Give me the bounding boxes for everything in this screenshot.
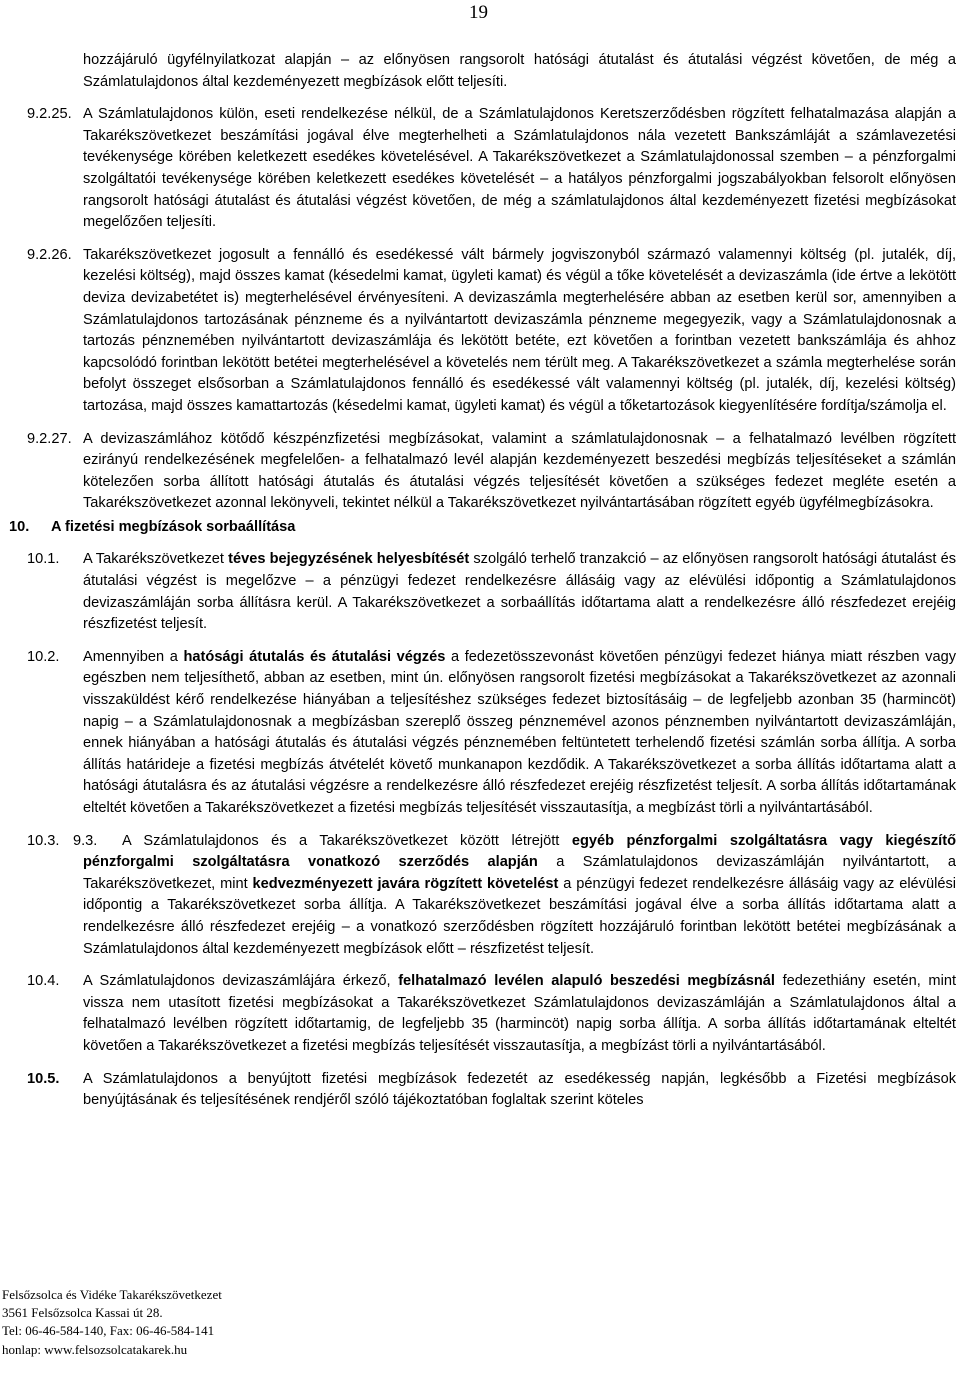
- paragraph-9-2-27: [0, 429, 960, 515]
- paragraph-text: A Számlatulajdonos és a Takarékszövetkezet között létrejött: [122, 832, 572, 849]
- paragraph-text: fedezethiány esetén, mint vissza nem utasított fizetési megbízásokat a Takarékszövetkezet Számlatulajdonos devizaszámláján a Számlatulajdonos által a felhatalmazó levélben rögzített időtartamig, de legfeljebb 35 (harmincöt) napig sorba állítja. A sorba állítás időtartamának elteltét követően a Takarékszövetkezet a fizetési megbízás teljesítését visszautasítja, a megbízást törli a nyilvántartásából.: [83, 973, 957, 1054]
- document-body: [0, 50, 960, 1112]
- section-heading: [0, 517, 960, 539]
- paragraph-10-3: [0, 831, 960, 961]
- paragraph-10-2: [0, 647, 960, 820]
- footer-address: 3561 Felsőzsolca Kassai út 28.: [2, 1305, 163, 1321]
- paragraph-number: 9.2.25.: [27, 106, 72, 123]
- emphasis-text: kedvezményezett javára rögzített követelést: [252, 875, 559, 892]
- page-footer: [2, 1286, 222, 1359]
- paragraph-10-1: [0, 549, 960, 635]
- emphasis-text: egyéb pénzforgalmi szolgáltatásra vagy kiegészítő pénzforgalmi szolgáltatásra vonatkozó szerződés alapján: [83, 832, 956, 871]
- paragraph-number: 9.2.27.: [27, 430, 72, 447]
- paragraph-number: 10.1.: [27, 551, 60, 568]
- paragraph-9-2-26: [0, 245, 960, 418]
- footer-phone: Tel: 06-46-584-140, Fax: 06-46-584-141: [2, 1323, 215, 1339]
- paragraph-text: szolgáló terhelő tranzakció – az előnyösen rangsorolt hatósági átutalást és átutalási végzést is megelőzve – a pénzügyi fedezet rendelkezésre állásáig vagy az elévülési időpontig a Számlatulajdonos devizaszámláján sorba állításra kerül. A Takarékszövetkezet a sorbaállítás időtartama alatt a rendelkezésre álló részfedezet erejéig részfizetést teljesít.: [83, 551, 956, 633]
- paragraph-number: 10.3.: [27, 832, 60, 849]
- page-number: 19: [469, 2, 488, 23]
- inner-number: 9.3.: [73, 832, 98, 849]
- emphasis-text: felhatalmazó levélen alapuló beszedési megbízásnál: [398, 973, 775, 990]
- paragraph-number: 9.2.26.: [27, 246, 72, 263]
- footer-website: honlap: www.felsozsolcatakarek.hu: [2, 1341, 188, 1357]
- paragraph-text: Takarékszövetkezet jogosult a fennálló és esedékessé vált bármely jogviszonyból származó valamennyi költség (pl. jutalék, díj, kezelési költség), majd összes kamat (késedelmi kamat, ügyleti kamat) és végül a tőke követelését a devizaszámla (ide értve a lekötött deviza devizabetétet is) megterhelésével érvényesíteni. A devizaszámla megterhelésére abban az esetben kerül sor, amennyiben a Számlatulajdonos tartozásának pénzneme és a nyilvántartott devizaszámla pénzneme megegyezik, vagy a Számlatulajdonosnak a tartozás pénznemében nyilvántartott devizaszámlája és lekötött betéte, ezt követően a forintban vezetett bankszámlája és ahhoz kapcsolódó forintban lekötött betétei megterhelésével a követelés nem térült meg. A Takarékszövetkezet a számla megterhelése során befolyt összeget elsősorban a Számlatulajdonos fennálló és esedékessé vált valamennyi költség (pl. jutalék, díj, kezelési költség) tartozása, majd összes kamattartozás (késedelmi kamat, ügyleti kamat) és végül a tőketartozások kiegyenlítésére fordítja/számolja el.: [83, 246, 956, 414]
- paragraph-text: a pénzügyi fedezet rendelkezésre állásáig vagy az elévülési időpontig a Takarékszövetkezet sorba állítja. A Takarékszövetkezet beszámítási jogával élve a sorba állítás időtartama alatt a rendelkezésre álló részfedezet erejéig – a vonatkozó szerződésben rögzített hozzájáruló forintban lekötött betétei megbízásának a Számlatulajdonos által kezdeményezett megbízások előtt – részfizetést teljesít.: [83, 875, 956, 957]
- paragraph-number: 10.4.: [27, 973, 60, 990]
- section-number: 10.: [9, 518, 30, 535]
- footer-company: Felsőzsolca és Vidéke Takarékszövetkezet: [2, 1287, 222, 1302]
- paragraph-text: a Számlatulajdonos devizaszámláján nyilvántartott, a Takarékszövetkezet, mint: [83, 854, 956, 892]
- paragraph-number: 10.2.: [27, 648, 60, 665]
- paragraph-text: A devizaszámlához kötődő készpénzfizetési megbízásokat, valamint a számlatulajdonosnak – a felhatalmazó levélben rögzített ezirányú rendelkezésének megfelelően- a felhatalmazó levél alapján kezdeményezett beszedési megbízás teljesítéseket a számlán kötelezően sorba állított hatósági átutalás és átutalási végzés teljesítését követően a szükséges fedezet megléte esetén a Takarékszövetkezet azonnal lekönyveli, tekintet nélkül a Takarékszövetkezet nyilvántartásában rögzített egyéb ügyfélmegbízásokra.: [83, 430, 956, 512]
- emphasis-text: téves bejegyzésének helyesbítését: [228, 551, 470, 568]
- section-title: A fizetési megbízások sorbaállítása: [51, 518, 296, 535]
- paragraph-text: Amennyiben a: [83, 648, 184, 665]
- paragraph-text: a fedezetösszevonást követően pénzügyi fedezet hiánya miatt részben vagy egészben nem teljesíthető, abban az esetben, mint ún. előnyösen rangsorolt fizetési megbízásokat a Takarékszövetkezet az azonnali visszaküldést kérő rendelkezése hiányában a teljesítéshez szükséges fedezet biztosításáig – de legfeljebb azonban 35 (harmincöt) napig – a Számlatulajdonosnak a megbízásban szereplő összeg pénznemével azonos pénznemben nyilvántartott devizaszámláján, ennek hiányában a hatósági átutalás és átutalási végzés pénznemében feltüntetett terhelendő fizetési számlán sorba állítja. A sorba állítás határideje a fizetési megbízás átvételét követő munkanapon kezdődik. A Takarékszövetkezet a sorba állítás időtartama alatt a hatósági átutalásra és az átutalási végzésre a rendelkezésre álló részfedezet erejéig részfizetést teljesít. A sorba állítás időtartamának elteltét követően a Takarékszövetkezet a fizetési megbízás teljesítését visszautasítja, a megbízást törli a nyilvántartásából.: [83, 648, 957, 816]
- paragraph-text: A Takarékszövetkezet: [83, 551, 229, 568]
- paragraph-text: A Számlatulajdonos devizaszámlájára érkező,: [83, 973, 399, 990]
- paragraph-number: 10.5.: [27, 1070, 60, 1087]
- paragraph-text: A Számlatulajdonos külön, eseti rendelkezése nélkül, de a Számlatulajdonos Keretszerződésben rögzített felhatalmazása alapján a Takarékszövetkezet beszámítási jogával élve megterhelheti a Számlatulajdonos nála vezetett Bankszámláját a számlavezetési tevékenysége körében keletkezett esedékes követelésével. A Takarékszövetkezet a Számlatulajdonossal szemben – a pénzforgalmi szolgáltatói tevékenysége körében keletkezett esedékes követelését – a hatályos pénzforgalmi jogszabályokban felsorolt előnyösen rangsorolt hatósági átutalást és átutalási végzést követően, de még a számlatulajdonos által kezdeményezett fizetési megbízásokat megelőzően teljesíti.: [83, 106, 956, 231]
- paragraph-10-4: [0, 971, 960, 1057]
- paragraph-10-5: [0, 1069, 960, 1112]
- paragraph-intro: [0, 50, 960, 93]
- paragraph-text: A Számlatulajdonos a benyújtott fizetési megbízások fedezetét az esedékesség napján, legkésőbb a Fizetési megbízások benyújtásának és teljesítésének rendjéről szóló tájékoztatóban foglaltak szerint köteles: [83, 1070, 956, 1109]
- paragraph-text: hozzájáruló ügyfélnyilatkozat alapján – az előnyösen rangsorolt hatósági átutalást és átutalási végzést követően, de még a Számlatulajdonos által kezdeményezett megbízások előtt teljesíti.: [83, 52, 956, 90]
- emphasis-text: hatósági átutalás és átutalási végzés: [183, 648, 446, 665]
- paragraph-9-2-25: [0, 104, 960, 234]
